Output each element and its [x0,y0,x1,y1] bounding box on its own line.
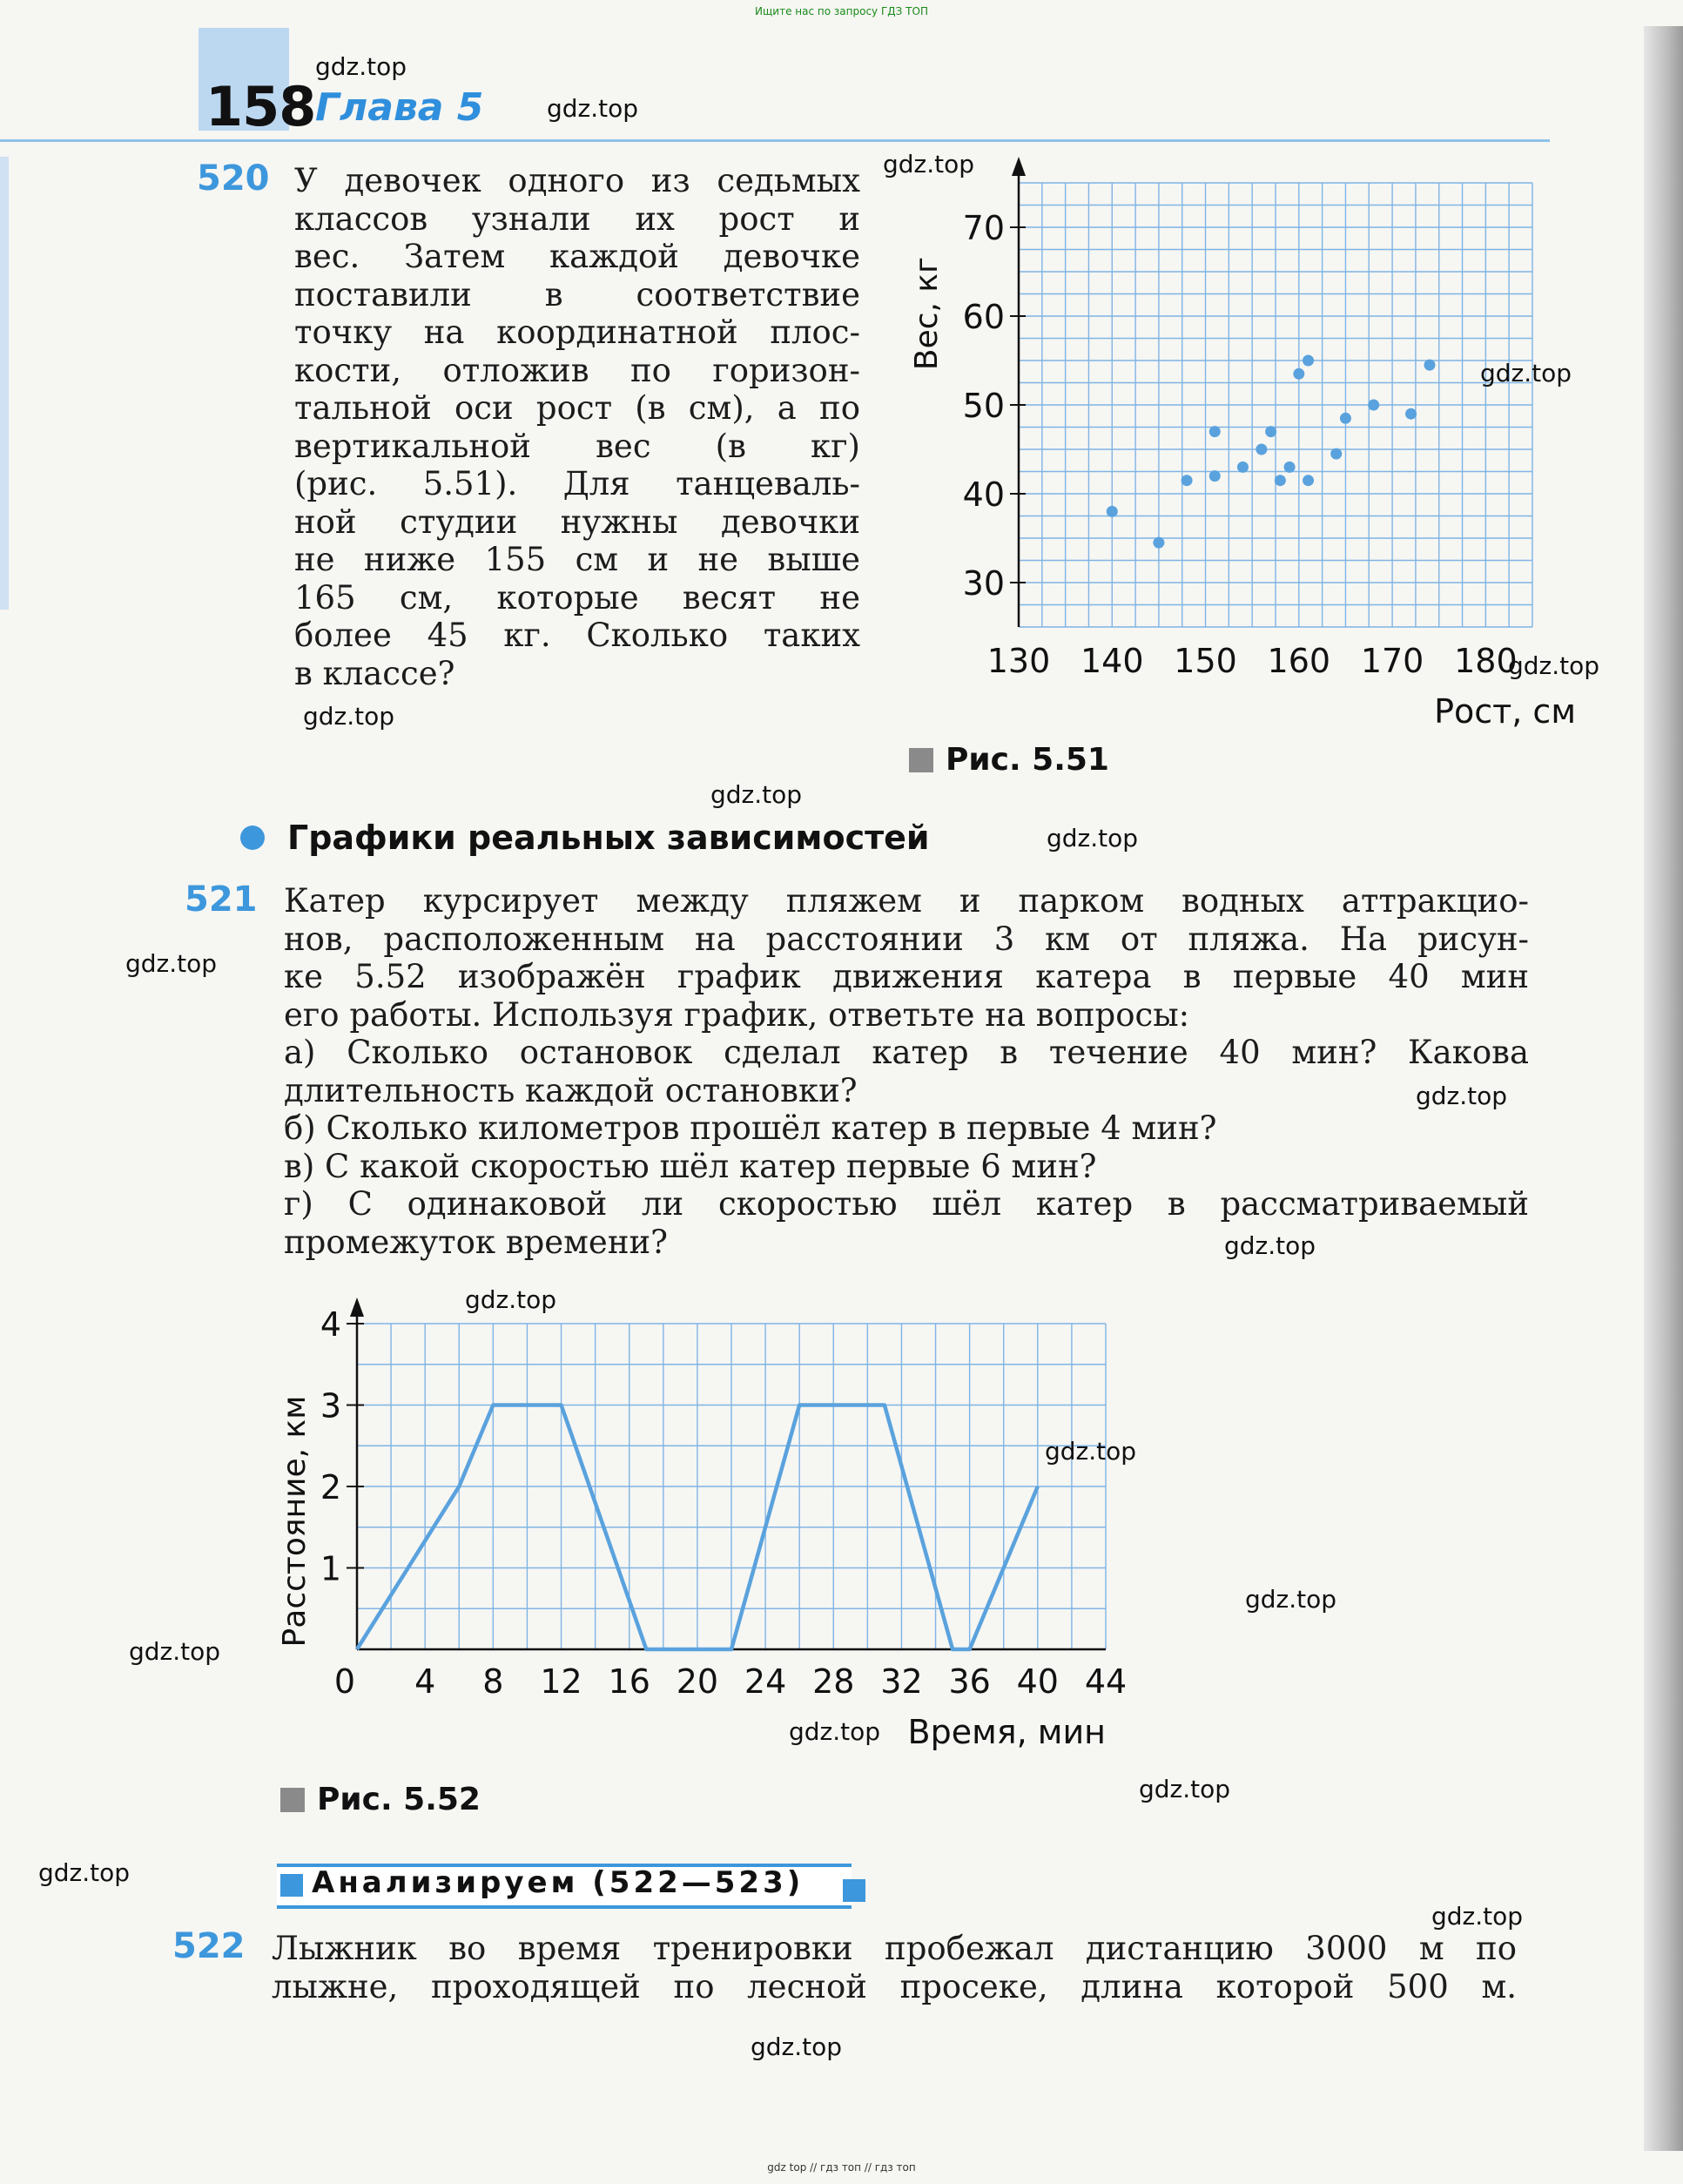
data-point [1330,448,1342,460]
y-tick-label: 30 [962,564,1005,603]
problem-520-number: 520 [197,158,270,199]
text-line: ке 5.52 изображён график движения катера в первые 40 мин [284,958,1529,995]
watermark: gdz.top [789,1717,881,1746]
text-line: ной студии нужны девочки [294,502,860,541]
page-fold-shadow [1644,26,1683,2151]
x-tick-label: 28 [812,1662,855,1701]
page-number: 158 [205,75,316,138]
y-axis-arrow-icon [1012,157,1026,176]
x-tick-label: 4 [414,1662,436,1701]
text-line: тальной оси рост (в см), а по [294,389,860,427]
x-tick-label: 160 [1267,642,1331,680]
text-line: (рис. 5.51). Для танцеваль- [294,465,860,502]
y-axis-label: Расстояние, км [277,1395,313,1648]
data-point [1405,408,1417,420]
watermark: gdz.top [1047,824,1139,853]
section-bullet-icon [240,826,265,850]
x-tick-label: 40 [1016,1662,1059,1701]
figure-5-52-caption-text: Рис. 5.52 [317,1782,481,1817]
x-tick-label: 0 [333,1662,356,1701]
y-tick-label: 1 [320,1549,341,1588]
data-point [1340,413,1351,424]
text-line: в) С какой скоростью шёл катер первые 6 мин? [284,1147,1097,1185]
watermark: gdz.top [1508,651,1600,680]
data-point [1265,426,1276,437]
y-tick-label: 3 [320,1386,341,1426]
x-tick-label: 36 [948,1662,991,1701]
x-tick-label: 24 [744,1662,787,1701]
y-tick-label: 70 [962,209,1005,247]
bottom-notice: gdz top // гдз топ // гдз топ [767,2161,916,2174]
text-line: классов узнали их рост и [294,199,860,238]
x-axis-label: Время, мин [907,1713,1106,1751]
text-line: нов, расположенным на расстоянии 3 км от пляжа. На рисун- [284,920,1529,958]
watermark: gdz.top [883,150,975,179]
x-tick-label: 16 [608,1662,650,1701]
top-notice: Ищите нас по запросу ГДЗ ТОП [755,5,928,17]
page-edge-strip [0,157,9,610]
data-point [1303,475,1314,486]
x-tick-label: 20 [676,1662,719,1701]
y-tick-label: 4 [320,1305,341,1344]
watermark: gdz.top [315,52,407,81]
watermark: gdz.top [38,1858,131,1887]
analiz-title: Анализируем (522—523) [312,1865,804,1900]
watermark: gdz.top [1416,1082,1508,1110]
watermark: gdz.top [547,94,639,123]
text-line: 165 см, которые весят не [294,578,860,617]
x-tick-label: 32 [880,1662,923,1701]
problem-520-text [294,162,860,692]
problem-522-number: 522 [172,1926,246,1966]
y-tick-label: 60 [962,298,1005,336]
x-tick-label: 12 [540,1662,582,1701]
chapter-title: Глава 5 [315,85,484,130]
banner-square-icon [280,1874,303,1897]
banner-square-icon [843,1879,865,1902]
x-axis-label: Рост, см [1434,692,1576,731]
text-line: лыжне, проходящей по лесной просеке, длина которой 500 м. [272,1967,1517,2005]
watermark: gdz.top [751,2032,843,2061]
y-tick-label: 50 [962,387,1005,425]
header-rule [0,139,1550,142]
x-tick-label: 130 [986,642,1051,680]
x-tick-label: 44 [1084,1662,1128,1701]
x-tick-label: 170 [1360,642,1424,680]
text-line: точку на координатной плос- [294,313,860,351]
data-point [1181,475,1193,486]
data-point [1153,537,1164,549]
text-line: поставили в соответствие [294,275,860,313]
data-point [1303,355,1314,367]
text-line: не ниже 155 см и не выше [294,541,860,578]
data-point [1368,400,1379,411]
text-line: вертикальной вес (в кг) [294,427,860,465]
watermark: gdz.top [125,949,218,978]
text-line: вес. Затем каждой девочке [294,238,860,275]
text-line: промежуток времени? [284,1223,668,1261]
figure-5-51-caption [909,742,1109,778]
watermark: gdz.top [710,780,803,809]
data-point [1424,360,1436,371]
watermark: gdz.top [1139,1775,1231,1803]
data-point [1209,470,1221,482]
text-line: Лыжник во время тренировки пробежал дистанцию 3000 м по [272,1930,1517,1967]
y-axis-arrow-icon [350,1298,364,1317]
watermark: gdz.top [1245,1585,1337,1614]
text-line: У девочек одного из седьмых [294,162,860,199]
x-tick-label: 140 [1080,642,1144,680]
x-tick-label: 150 [1174,642,1237,680]
section-title: Графики реальных зависимостей [287,819,930,857]
figure-5-52-caption [280,1782,481,1817]
y-tick-label: 40 [962,475,1005,514]
problem-522-text [272,1930,1517,2005]
y-axis-label: Вес, кг [909,256,945,371]
data-point [1275,475,1286,486]
watermark: gdz.top [1431,1902,1524,1931]
data-point [1209,426,1221,437]
text-line: г) С одинаковой ли скоростью шёл катер в рассматриваемый [284,1185,1529,1223]
watermark: gdz.top [1480,359,1572,388]
scatter-chart-height-weight [905,157,1602,731]
text-line: в классе? [294,654,455,692]
watermark: gdz.top [465,1285,557,1314]
problem-521-text [284,882,1529,1261]
x-tick-label: 8 [482,1662,504,1701]
problem-521-number: 521 [185,880,258,920]
watermark: gdz.top [303,702,395,731]
text-line: б) Сколько километров прошёл катер в первые 4 мин? [284,1109,1217,1147]
data-point [1256,444,1267,455]
text-line: а) Сколько остановок сделал катер в течение 40 мин? Какова [284,1034,1529,1071]
watermark: gdz.top [1045,1437,1137,1466]
data-point [1293,368,1304,380]
x-tick-label: 180 [1454,642,1518,680]
text-line: Катер курсирует между пляжем и парком водных аттракцио- [284,882,1529,920]
data-point [1237,462,1249,473]
caption-marker-icon [909,748,933,772]
data-point [1284,462,1296,473]
watermark: gdz.top [129,1637,221,1666]
figure-5-51-caption-text: Рис. 5.51 [946,742,1109,778]
text-line: кости, отложив по горизон- [294,351,860,389]
text-line: более 45 кг. Сколько таких [294,617,860,654]
y-tick-label: 2 [320,1468,341,1507]
line-chart-boat-motion [270,1289,1141,1776]
data-point [1107,506,1118,517]
text-line: его работы. Используя график, ответьте на вопросы: [284,995,1190,1034]
watermark: gdz.top [1224,1231,1316,1260]
caption-marker-icon [280,1788,305,1812]
text-line: длительность каждой остановки? [284,1071,858,1109]
